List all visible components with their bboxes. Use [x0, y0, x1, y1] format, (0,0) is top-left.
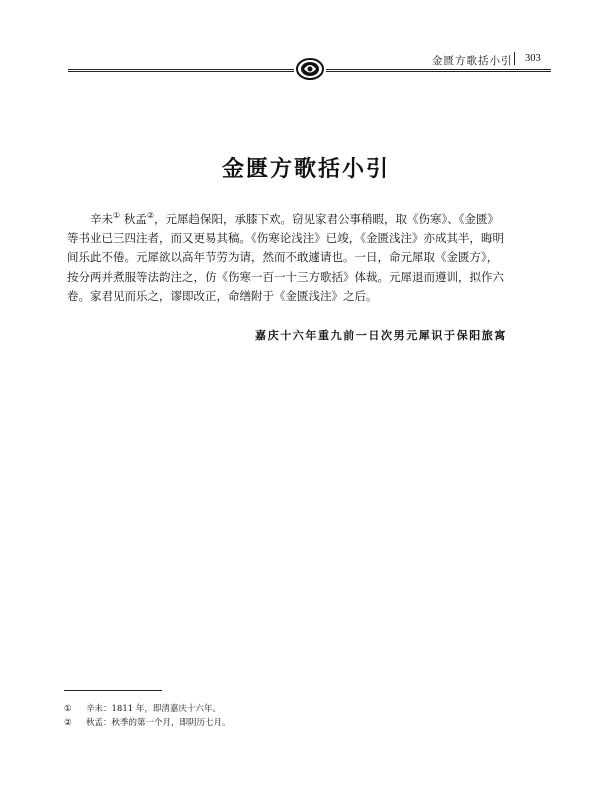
- header-rule-right: [326, 69, 551, 72]
- preface-text-segment: 辛未: [90, 212, 113, 226]
- footnote-mark: ①: [64, 704, 72, 714]
- footnote-ref-1: ①: [113, 211, 121, 221]
- header-rule-left: [68, 69, 294, 72]
- signature: 嘉庆十六年重九前一日次男元犀识于保阳旅寓: [255, 329, 507, 342]
- running-title: 金匮方歌括小引: [432, 55, 513, 67]
- footnote-text: 辛未：1811 年，即清嘉庆十六年。: [86, 704, 221, 714]
- footnote-2: [64, 716, 231, 728]
- footnote-mark: ②: [64, 718, 72, 728]
- page-number: 303: [525, 53, 541, 64]
- page-title: 金匮方歌括小引: [221, 156, 390, 182]
- publisher-emblem-icon: [295, 57, 325, 81]
- header-divider: [514, 52, 515, 65]
- footnote-divider: [64, 690, 162, 691]
- preface-text-segment: 秋孟: [123, 212, 147, 226]
- footnote-ref-2: ②: [146, 211, 154, 221]
- preface-body: [67, 210, 549, 306]
- preface-line-1: [67, 210, 549, 229]
- footnote-1: [64, 702, 221, 714]
- preface-line-4: 按分两并煮服等法韵注之，仿《伤寒一百一十三方歌括》体裁。元犀退而遵训，拟作六: [67, 269, 504, 284]
- footnote-text: 秋孟：秋季的第一个月，即阴历七月。: [86, 718, 231, 728]
- preface-line-5: 卷。家君见而乐之，谬即改正，命缮附于《金匮浅注》之后。: [67, 288, 378, 303]
- preface-text-segment: ，元犀趋保阳，承膝下欢。窃见家君公事稍暇，取《伤寒》、《金匮》: [154, 212, 499, 226]
- preface-line-2: 等书业已三四注者，而又更易其稿。《伤寒论浅注》已竣，《金匮浅注》亦成其半，晦明: [67, 231, 504, 246]
- preface-line-3: 间乐此不倦。元犀欲以高年节劳为请，然而不敢遽请也。一日，命元犀取《金匮方》，: [67, 250, 499, 265]
